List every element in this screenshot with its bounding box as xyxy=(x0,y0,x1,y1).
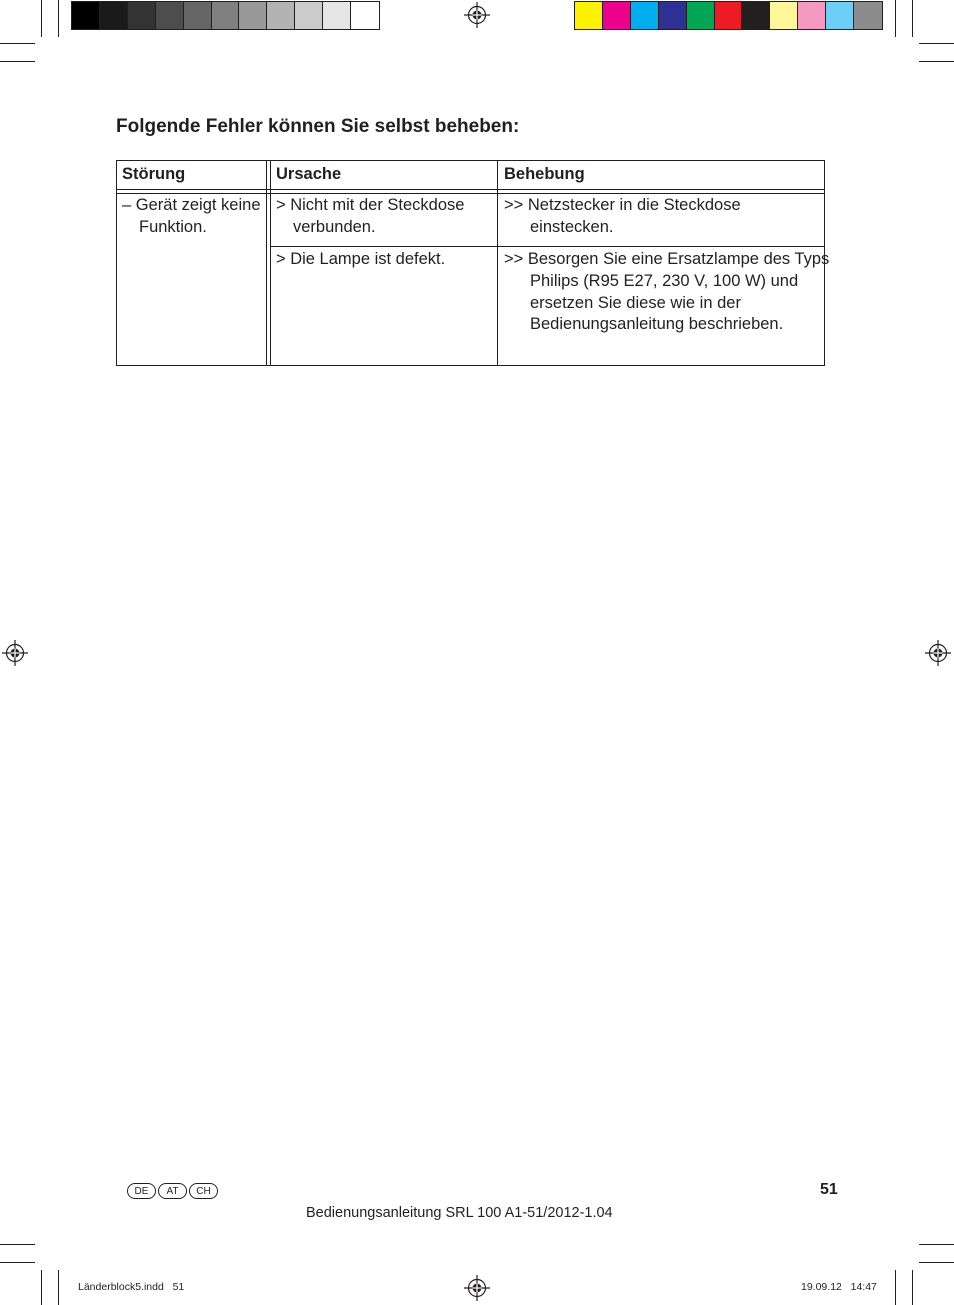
troubleshooting-table xyxy=(116,160,830,366)
color-swatch xyxy=(687,2,715,29)
color-swatch xyxy=(826,2,854,29)
crosshair-target-icon xyxy=(2,640,28,666)
color-swatch xyxy=(351,2,379,29)
color-control-bar xyxy=(574,1,883,30)
table-cell-behebung: >> Netzstecker in die Steckdose einstecken. xyxy=(504,196,741,236)
crop-mark xyxy=(912,0,913,37)
crop-mark xyxy=(58,1270,59,1305)
crop-mark xyxy=(0,1244,35,1245)
manual-reference: Bedienungsanleitung SRL 100 A1-51/2012-1.04 xyxy=(306,1205,613,1221)
crop-mark xyxy=(41,0,42,37)
color-swatch xyxy=(715,2,743,29)
color-swatch xyxy=(575,2,603,29)
crop-mark xyxy=(895,1270,896,1305)
color-swatch xyxy=(239,2,267,29)
color-swatch xyxy=(854,2,882,29)
header-divider xyxy=(116,189,825,190)
crop-mark xyxy=(0,61,35,62)
row-divider xyxy=(271,246,824,247)
country-badge-de: DE xyxy=(127,1183,156,1199)
color-swatch xyxy=(267,2,295,29)
country-badge-ch: CH xyxy=(189,1183,218,1199)
crop-mark xyxy=(919,61,954,62)
column-header-stoerung: Störung xyxy=(122,165,186,183)
crop-mark xyxy=(919,1244,954,1245)
crop-mark xyxy=(0,1262,35,1263)
column-divider xyxy=(266,160,267,366)
color-swatch xyxy=(295,2,323,29)
table-border-top xyxy=(116,160,825,161)
crosshair-target-icon xyxy=(464,1275,490,1301)
color-swatch xyxy=(631,2,659,29)
table-cell-ursache: > Die Lampe ist defekt. xyxy=(276,250,446,268)
color-swatch xyxy=(72,2,100,29)
color-swatch xyxy=(100,2,128,29)
table-border-left xyxy=(116,160,117,366)
column-header-behebung: Behebung xyxy=(504,165,585,183)
color-swatch xyxy=(659,2,687,29)
crosshair-target-icon xyxy=(464,2,490,28)
crop-mark xyxy=(0,43,35,44)
table-cell-ursache: > Nicht mit der Steckdose verbunden. xyxy=(276,196,465,236)
country-badge-at: AT xyxy=(158,1183,187,1199)
color-swatch xyxy=(128,2,156,29)
column-header-ursache: Ursache xyxy=(276,165,342,183)
table-cell-behebung: >> Besorgen Sie eine Ersatzlampe des Typs Philips (R95 E27, 230 V, 100 W) und ersetzen Sie diese wie in der Bedienungsanleitung beschrieben. xyxy=(504,250,830,334)
color-swatch xyxy=(323,2,351,29)
table-cell-stoerung: – Gerät zeigt keine Funktion. xyxy=(122,196,261,236)
slug-filename: Länderblock5.indd 51 xyxy=(78,1281,185,1293)
page-heading: Folgende Fehler können Sie selbst beheben: xyxy=(116,116,520,137)
color-swatch xyxy=(184,2,212,29)
crop-mark xyxy=(919,1262,954,1263)
table-border-bottom xyxy=(116,365,825,366)
slug-datetime: 19.09.12 14:47 xyxy=(801,1281,877,1293)
page-number: 51 xyxy=(820,1181,838,1198)
crop-mark xyxy=(58,0,59,37)
color-swatch xyxy=(156,2,184,29)
crop-mark xyxy=(919,43,954,44)
crop-mark xyxy=(895,0,896,37)
header-divider xyxy=(116,193,825,194)
crop-mark xyxy=(41,1270,42,1305)
grayscale-control-bar xyxy=(71,1,380,30)
crop-mark xyxy=(912,1270,913,1305)
column-divider xyxy=(270,160,271,366)
color-swatch xyxy=(742,2,770,29)
crosshair-target-icon xyxy=(925,640,951,666)
color-swatch xyxy=(770,2,798,29)
color-swatch xyxy=(212,2,240,29)
color-swatch xyxy=(603,2,631,29)
color-swatch xyxy=(798,2,826,29)
row-divider xyxy=(116,246,266,247)
